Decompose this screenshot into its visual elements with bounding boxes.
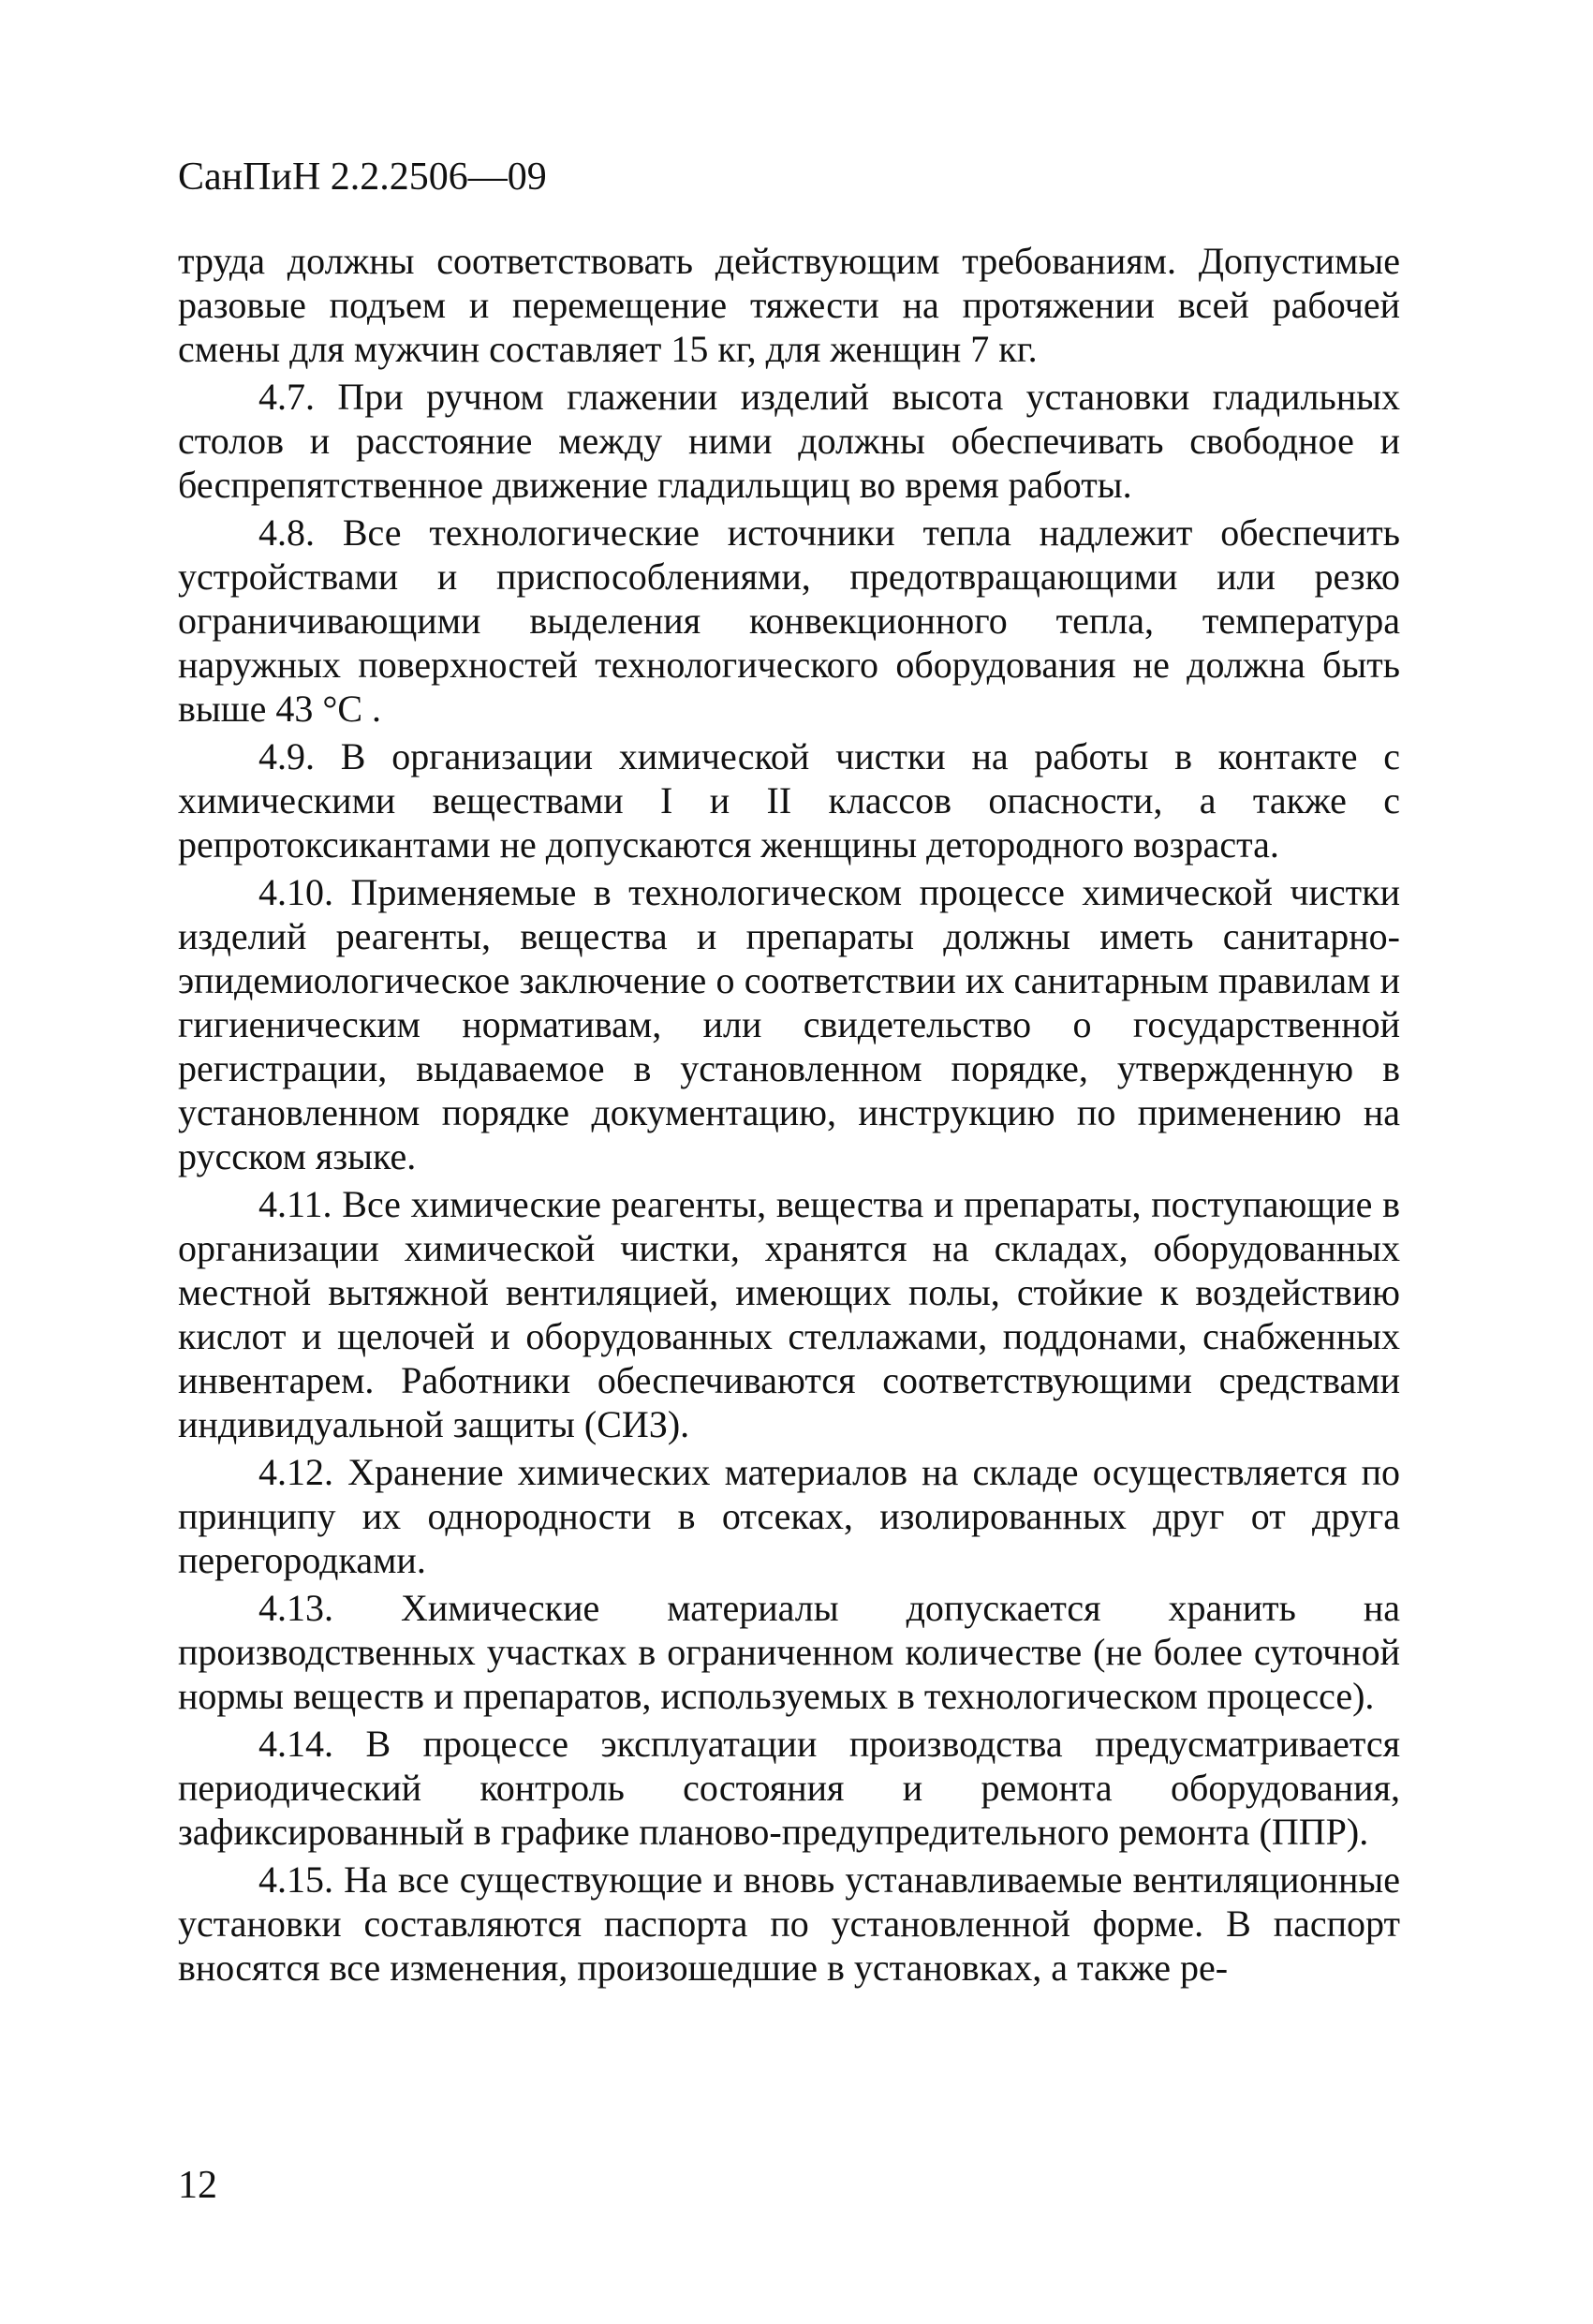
paragraph-4-13: 4.13. Химические материалы допускается хранить на производственных участках в ограниченном количестве (не более суточной нормы веществ и препаратов, используемых в технологическом процессе). — [178, 1587, 1400, 1717]
body-text — [178, 239, 1400, 1993]
paragraph-4-12: 4.12. Хранение химических материалов на складе осуществляется по принципу их однородности в отсеках, изолированных друг от друга перегородками. — [178, 1451, 1400, 1581]
paragraph-4-15: 4.15. На все существующие и вновь устанавливаемые вентиляционные установки составляются паспорта по установленной форме. В паспорт вносятся все изменения, произошедшие в установках, а также ре- — [178, 1858, 1400, 1989]
running-header: СанПиН 2.2.2506—09 — [178, 155, 547, 199]
paragraph-4-7: 4.7. При ручном глажении изделий высота установки гладильных столов и расстояние между ними должны обеспечивать свободное и беспрепятственное движение гладильщиц во время работы. — [178, 376, 1400, 506]
paragraph-4-8: 4.8. Все технологические источники тепла надлежит обеспечить устройствами и приспособлениями, предотвращающими или резко ограничивающими выделения конвекционного тепла, температура наружных поверхностей технологического оборудования не должна быть выше 43 °С . — [178, 511, 1400, 730]
page-number: 12 — [178, 2164, 217, 2207]
paragraph-4-11: 4.11. Все химические реагенты, вещества и препараты, поступающие в организации химической чистки, хранятся на складах, оборудованных местной вытяжной вентиляцией, имеющих полы, стойкие к воздействию кислот и щелочей и оборудованных стеллажами, поддонами, снабженных инвентарем. Работники обеспечиваются соответствующими средствами индивидуальной защиты (СИЗ). — [178, 1183, 1400, 1445]
paragraph-4-9: 4.9. В организации химической чистки на работы в контакте с химическими веществами I и II классов опасности, а также с репротоксикантами не допускаются женщины детородного возраста. — [178, 735, 1400, 866]
paragraph-4-10: 4.10. Применяемые в технологическом процессе химической чистки изделий реагенты, вещества и препараты должны иметь санитарно-эпидемиологическое заключение о соответствии их санитарным правилам и гигиеническим нормативам, или свидетельство о государственной регистрации, выдаваемое в установленном порядке, утвержденную в установленном порядке документацию, инструкцию по применению на русском языке. — [178, 871, 1400, 1177]
paragraph-continuation: труда должны соответствовать действующим требованиям. Допустимые разовые подъем и перемещение тяжести на протяжении всей рабочей смены для мужчин составляет 15 кг, для женщин 7 кг. — [178, 240, 1400, 370]
paragraph-4-14: 4.14. В процессе эксплуатации производства предусматривается периодический контроль состояния и ремонта оборудования, зафиксированный в графике планово-предупредительного ремонта (ППР). — [178, 1723, 1400, 1853]
